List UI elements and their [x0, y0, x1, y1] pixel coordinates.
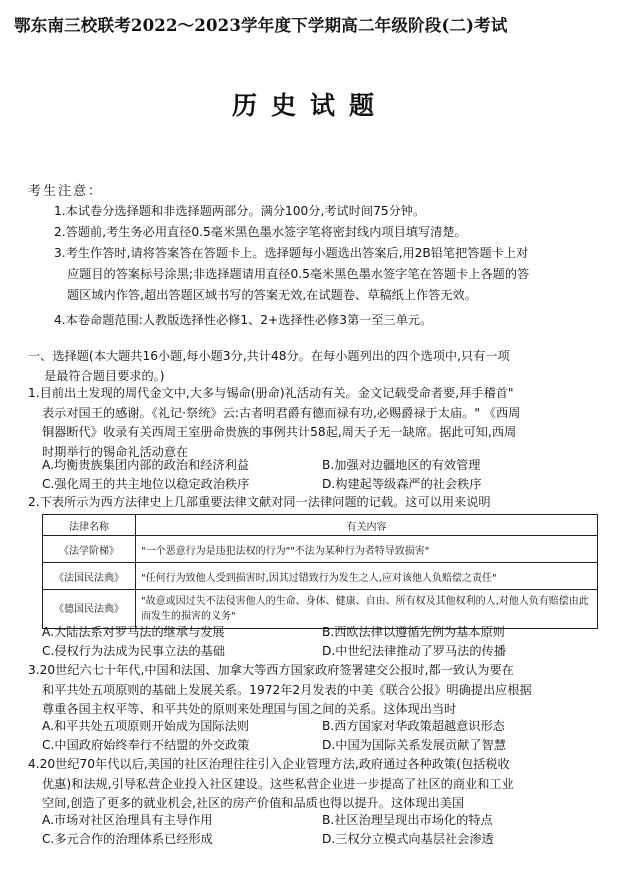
section-heading-line2: 是最符合题目要求的。)	[44, 369, 165, 383]
notice-item-2: 2.答题前,考生务必用直径0.5毫米黑色墨水签字笔将密封线内项目填写清楚。	[54, 225, 467, 239]
option-d[interactable]: D.构建起等级森严的社会秩序	[322, 477, 482, 491]
question-4-line: 优惠)和法规,引导私营企业投入社区建设。这些私营企业进一步提高了社区的商业和工业	[42, 776, 514, 791]
notice-item-1: 1.本试卷分选择题和非选择题两部分。满分100分,考试时间75分钟。	[54, 204, 426, 218]
section-heading-line1: 一、选择题(本大题共16小题,每小题3分,共计48分。在每小题列出的四个选项中,只有一项	[28, 349, 510, 363]
option-a[interactable]: A.和平共处五项原则开始成为国际法则	[42, 719, 249, 733]
notice-item-3: 3.考生作答时,请将答案答在答题卡上。选择题每小题选出答案后,用2B铅笔把答题卡上对	[54, 246, 529, 260]
exam-title: 鄂东南三校联考2022～2023学年度下学期高二年级阶段(二)考试	[14, 16, 508, 35]
option-d[interactable]: D.三权分立模式向基层社会渗透	[322, 832, 494, 846]
option-d[interactable]: D.中世纪法律推动了罗马法的传播	[322, 644, 506, 658]
option-b[interactable]: B.西欧法律以遵循先例为基本原则	[322, 625, 505, 639]
table-cell-content: "任何行为致他人受到损害时,因其过错致行为发生之人,应对该他人负赔偿之责任"	[136, 563, 598, 590]
option-b[interactable]: B.加强对边疆地区的有效管理	[322, 458, 481, 472]
question-1-line: 铜器断代》收录有关西周王室册命贵族的事例共计58起,周天子无一缺席。据此可知,西周	[42, 425, 517, 439]
table-row	[43, 563, 598, 590]
law-table	[42, 514, 598, 629]
question-1-line: 时期举行的锡命礼活动意在	[42, 444, 189, 459]
question-2	[28, 493, 602, 513]
notice-title: 考生注意：	[28, 184, 104, 199]
question-2-line: 2.下表所示为西方法律史上几部重要法律文献对同一法律问题的记载。这可以用来说明	[28, 495, 491, 509]
table-header: 有关内容	[136, 515, 598, 536]
option-b[interactable]: B.社区治理呈现出市场化的特点	[322, 813, 493, 827]
table-header: 法律名称	[43, 515, 136, 536]
option-d[interactable]: D.中国为国际关系发展贡献了智慧	[322, 738, 506, 752]
table-cell-law: 《法学阶梯》	[43, 536, 136, 563]
option-a[interactable]: A.均衡贵族集团内部的政治和经济利益	[42, 458, 249, 472]
option-c[interactable]: C.多元合作的治理体系已经形成	[42, 832, 213, 846]
table-row	[43, 536, 598, 563]
question-4-line: 4.20世纪70年代以后,美国的社区治理往往引入企业管理方法,政府通过各种政策(包括税收	[28, 757, 510, 771]
question-3-line: 尊重各国主权平等、和平共处的原则来处理国与国之间的关系。这体现出当时	[42, 702, 457, 716]
option-a[interactable]: A.市场对社区治理具有主导作用	[42, 813, 213, 827]
table-cell-law: 《德国民法典》	[43, 590, 136, 629]
question-4	[28, 755, 602, 814]
option-c[interactable]: C.侵权行为法成为民事立法的基础	[42, 644, 226, 658]
option-c[interactable]: C.强化周王的共主地位以稳定政治秩序	[42, 477, 250, 491]
question-1	[28, 384, 602, 462]
question-4-options	[42, 811, 602, 849]
option-b[interactable]: B.西方国家对华政策超越意识形态	[322, 719, 505, 733]
question-3-line: 和平共处五项原则的基础上发展关系。1972年2月发表的中美《联合公报》明确提出应根据	[42, 682, 532, 697]
question-2-options	[42, 623, 602, 661]
notice-item-3-cont2: 题区域内作答,超出答题区域书写的答案无效,在试题卷、草稿纸上作答无效。	[67, 288, 477, 302]
section-heading	[28, 346, 598, 386]
notice-item-3-cont1: 应题目的答案标号涂黑;非选择题请用直径0.5毫米黑色墨水签字笔在答题卡上各题的答	[67, 267, 530, 281]
question-1-line: 表示对国王的感谢。《礼记·祭统》云:古者明君爵有德而禄有功,必赐爵禄于太庙。" 《西周	[42, 405, 521, 420]
option-a[interactable]: A.大陆法系对罗马法的继承与发展	[42, 625, 225, 639]
table-cell-content: "故意或因过失不法侵害他人的生命、身体、健康、自由、所有权及其他权利的人,对他人负有赔偿由此而发生的损害的义务"	[136, 590, 598, 629]
question-4-line: 空间,创造了更多的就业机会,社区的房产价值和品质也得以提升。这体现出美国	[42, 796, 465, 810]
table-cell-content: "一个恶意行为是违犯法权的行为""不法为某种行为者特导致损害"	[136, 536, 598, 563]
question-1-options	[42, 456, 602, 494]
option-c[interactable]: C.中国政府始终奉行不结盟的外交政策	[42, 738, 250, 752]
notice-item-4: 4.本卷命题范围:人教版选择性必修1、2+选择性必修3第一至三单元。	[54, 313, 433, 327]
subject-title: 历史试题	[231, 91, 388, 120]
table-cell-law: 《法国民法典》	[43, 563, 136, 590]
question-1-line: 1.目前出土发现的周代金文中,大多与锡命(册命)礼活动有关。金文记载受命者要,拜手稽首"	[28, 386, 514, 400]
question-3-line: 3.20世纪六七十年代,中国和法国、加拿大等西方国家政府签署建交公报时,都一致认为要在	[28, 663, 514, 677]
question-3-options	[42, 717, 602, 755]
question-3	[28, 661, 602, 720]
